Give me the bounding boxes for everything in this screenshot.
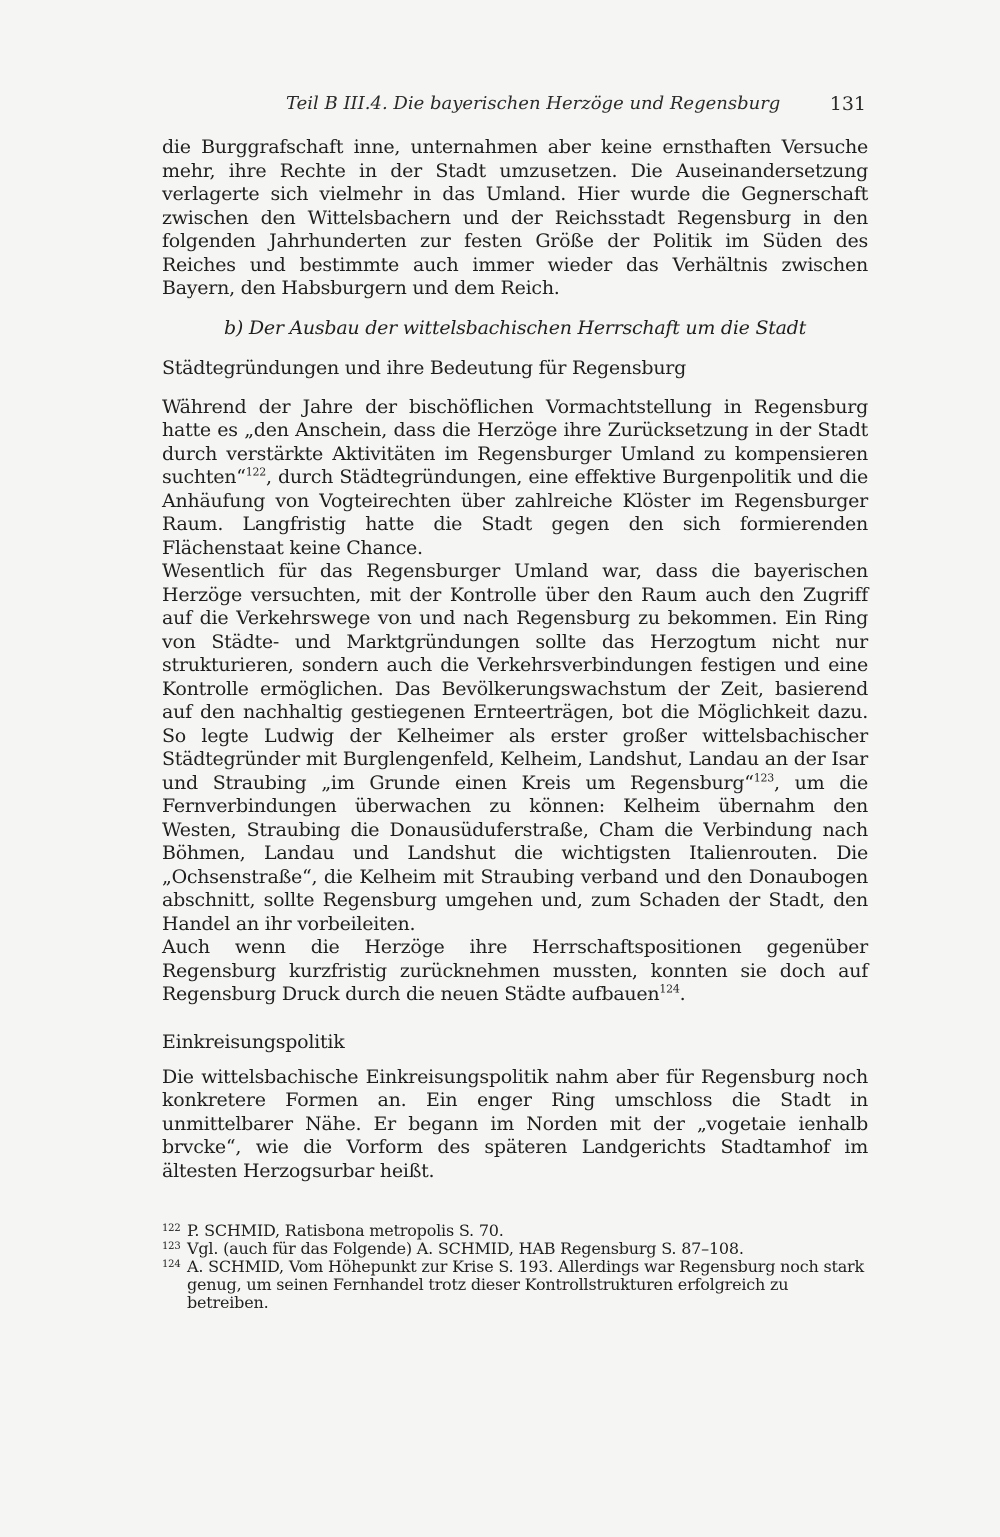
paragraph-einkreisungspolitik: Die wittelsbachische Einkreisungspolitik nahm aber für Regensburg noch konkretere Formen an. Ein enger Ring umschloss die Stadt in unmittelbarer Nähe. Er begann im Norden mit der „vogetaie ienhalb brvcke“, wie die Vorform des späteren Landgerichts Stadtamhof im ältesten Herzogsurbar heißt. [162,1065,868,1182]
section-heading: b) Der Ausbau der wittelsbachischen Herrschaft um die Stadt [224,316,806,339]
footnote-text: Vgl. (auch für das Folgende) A. SCHMID, HAB Regensburg S. 87–108. [187,1239,744,1258]
subheading-staedtegruendungen: Städtegründungen und ihre Bedeutung für Regensburg [162,356,687,379]
paragraph-herrschaftspositionen [162,936,868,1007]
footnote-number: 123 [162,1241,181,1252]
paragraph-text: , um die Fernverbindungen überwachen zu können: Kelheim übernahm den Westen, Straubing die Donausüduferstraße, Cham die Verbindung nach Böhmen, Landau und Landshut die wichtigsten Italienrouten. Die „Ochsenstraße“, die Kelheim mit Straubing verband und den Donaubogen abschnitt, sollte Regensburg umgehen und, zum Schaden der Stadt, den Handel an ihr vorbeileiten. [162,771,868,935]
paragraph-umland [162,560,868,936]
footnote-number: 122 [162,1223,181,1234]
footnote-text: A. SCHMID, Vom Höhepunkt zur Krise S. 193. Allerdings war Regensburg noch stark genug, um seinen Fernhandel trotz dieser Kontrollstrukturen erfolgreich zu betreiben. [187,1257,864,1312]
footnote-122 [162,1222,868,1240]
paragraph-text: . [679,983,686,1005]
footnote-number: 124 [162,1259,181,1270]
page-number: 131 [829,93,866,115]
paragraph-text: Wesentlich für das Regensburger Umland war, dass die bayerischen Herzöge versuchten, mit der Kontrolle über den Raum auch den Zugriff auf die Verkehrswege von und nach Regensburg zu bekommen. Ein Ring von Städte- und Marktgründungen sollte das Herzogtum nicht nur strukturieren, sondern auch die Verkehrsverbindungen festigen und eine Kontrolle ermöglichen. Das Bevölkerungswachstum der Zeit, basierend auf den nachhaltig gestiegenen Ernteerträgen, bot die Möglichkeit dazu. So legte Ludwig der Kelheimer als erster großer wittelsbachischer Städtegründer mit Burglengenfeld, Kelheim, Landshut, Landau an der Isar und Straubing „im Grunde einen Kreis um Regensburg“ [162,560,868,794]
footnote-reference: 123 [753,771,774,785]
footnote-123 [162,1240,868,1258]
footnote-reference: 122 [245,465,266,479]
paragraph-text: Während der Jahre der bischöflichen Vormachtstellung in Regensburg hatte es „den Anschein, dass die Herzöge ihre Zurücksetzung in der Stadt durch verstärkte Aktivitäten im Regensburger Umland zu kompensieren suchten“ [162,395,868,488]
footnote-reference: 124 [659,982,680,996]
paragraph-continuation: die Burggrafschaft inne, unternahmen aber keine ernsthaften Versuche mehr, ihre Rechte in der Stadt umzusetzen. Die Auseinandersetzung verlagerte sich vielmehr in das Umland. Hier wurde die Gegnerschaft zwischen den Wittelsbachern und der Reichsstadt Regensburg in den folgenden Jahrhunderten zur festen Größe der Politik im Süden des Reiches und bestimmte auch immer wieder das Verhältnis zwischen Bayern, den Habsburgern und dem Reich. [162,136,868,299]
paragraph-text: , durch Städtegründungen, eine effektive Burgenpolitik und die Anhäufung von Vogteirechten über zahlreiche Klöster im Regensburger Raum. Langfristig hatte die Stadt gegen den sich formierenden Flächenstaat keine Chance. [162,466,868,559]
paragraph-text: Auch wenn die Herzöge ihre Herrschaftspositionen gegenüber Regensburg kurzfristig zurücknehmen mussten, konnten sie doch auf Regensburg Druck durch die neuen Städte aufbauen [162,936,868,1005]
main-text [162,136,868,1183]
footnotes [162,1222,868,1312]
footnote-124 [162,1258,868,1312]
subheading-einkreisungspolitik: Einkreisungspolitik [162,1030,345,1053]
running-header-title: Teil B III.4. Die bayerischen Herzöge und Regensburg [286,93,781,114]
paragraph-vormachtstellung [162,396,868,561]
footnote-text: P. SCHMID, Ratisbona metropolis S. 70. [187,1221,504,1240]
